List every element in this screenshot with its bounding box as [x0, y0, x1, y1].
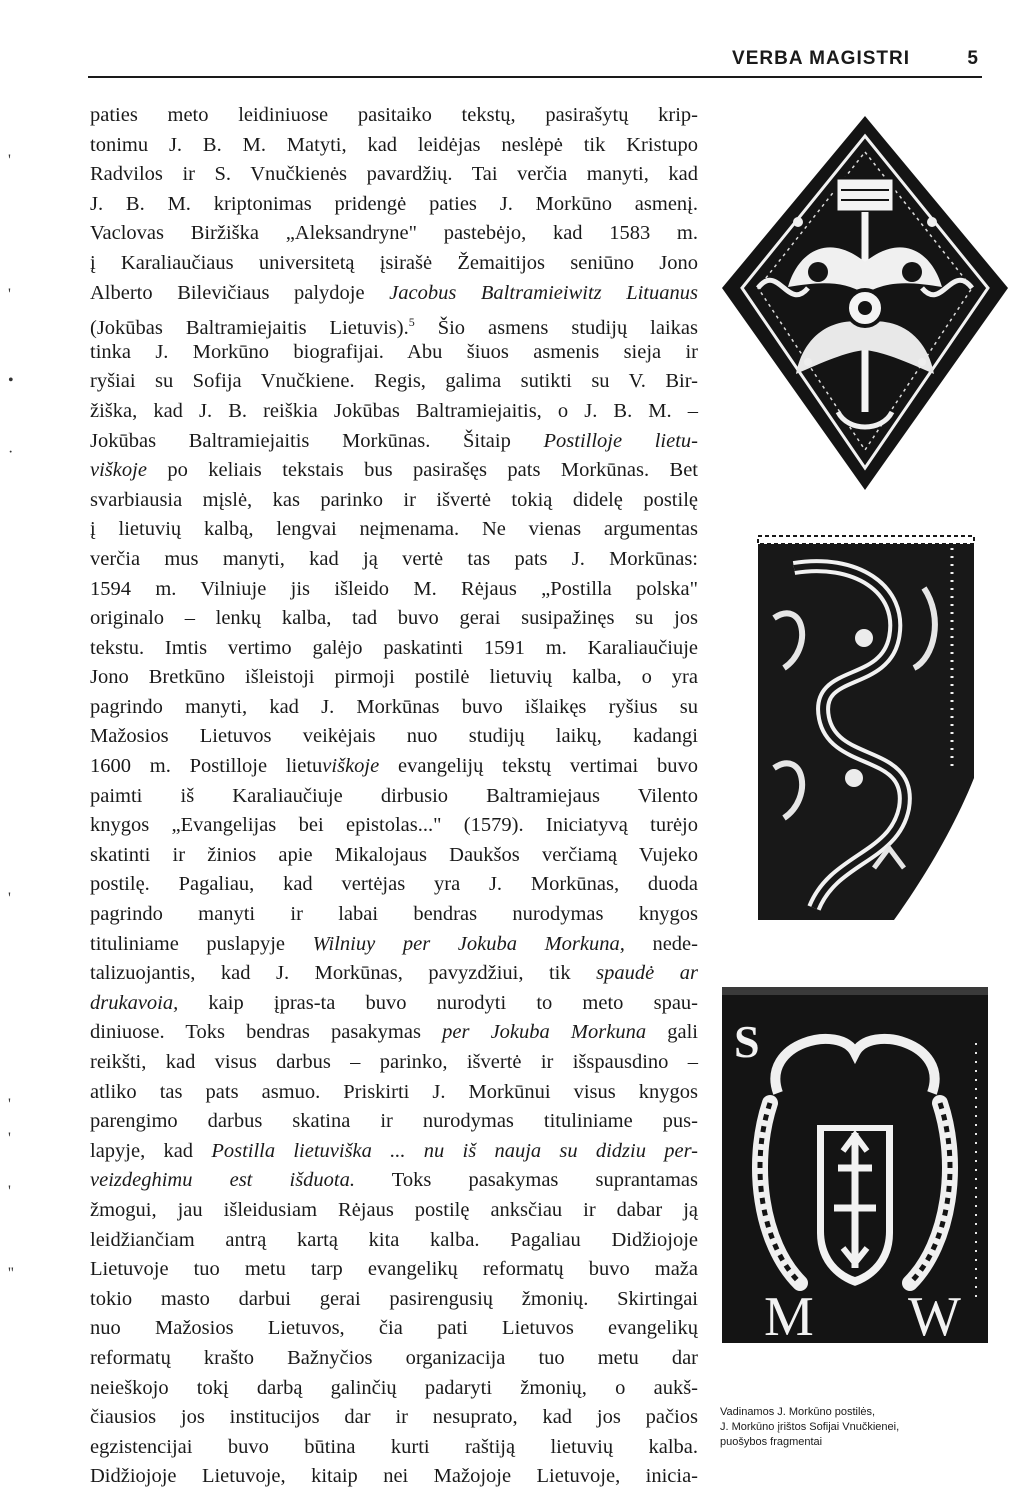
text-line: J. B. M. kriptonimas pridengė paties J. Morkūno asmenį.	[90, 192, 698, 215]
text-line: parengimo darbus skatina ir nurodymas tituliniame pus-	[90, 1110, 698, 1133]
text-line: Lietuvoje tuo metu tarp evangelikų reformatų buvo maža	[90, 1258, 698, 1281]
strapwork-ornament-icon	[754, 528, 978, 925]
page-number: 5	[967, 48, 978, 69]
header-rule	[88, 76, 982, 78]
text-line: viškoje po keliais tekstais bus pasirašęs pats Morkūnas. Bet	[90, 459, 698, 482]
text-line: tonimu J. B. M. Matyti, kad leidėjas neslėpė tik Kristupo	[90, 133, 698, 156]
body-text	[90, 101, 698, 1492]
margin-mark: '	[8, 890, 11, 907]
text-line: drukavoia, kaip įpras-ta buvo nurodyti to meto spau-	[90, 991, 698, 1014]
text-line: paties meto leidiniuose pasitaiko tekstų, pasirašytų krip-	[90, 104, 698, 126]
text-line: postilę. Pagaliau, kad vertėjas yra J. Morkūnas, duoda	[90, 873, 698, 896]
caption-line: puošybos fragmentai	[720, 1436, 823, 1448]
text-line: Jokūbas Baltramiejaitis Morkūnas. Šitaip Postilloje lietu-	[90, 429, 699, 452]
margin-mark: ''	[8, 1265, 14, 1282]
margin-mark: '	[8, 1183, 11, 1200]
text-line: neieškojo tokį darbą galinčių padaryti žmonių, o aukš-	[90, 1376, 698, 1399]
text-line: į Karaliaučiaus universitetą įsirašė Žemaitijos seniūno Jono	[90, 251, 698, 274]
text-line: svarbiausia mįslė, kas parinko ir išvertė tokią didelę postilę	[90, 488, 698, 511]
text-line: verčia mus manyti, kad ją vertė tas pats J. Morkūnas:	[90, 547, 698, 570]
floral-diamond-icon	[718, 112, 1012, 494]
text-line: tekstu. Imtis vertimo galėjo paskatinti 1591 m. Karaliaučiuje	[90, 636, 698, 659]
text-line: pagrindo manyti, kad J. Morkūnas buvo išlaikęs ryšius su	[90, 695, 698, 718]
plate-letter-m: M	[764, 1286, 814, 1346]
text-line: reformatų krašto Bažnyčios organizacija tuo metu dar	[90, 1346, 698, 1369]
caption-line: Vadinamos J. Morkūno postilės,	[720, 1406, 876, 1418]
text-line: Mažosios Lietuvos veikėjais nuo studijų laikų, kadangi	[90, 725, 698, 748]
text-line: žiška, kad J. B. reiškia Jokūbas Baltramiejaitis, o J. B. M. –	[90, 399, 698, 422]
text-line: nuo Mažosios Lietuvos, čia pati Lietuvos evangelikų	[90, 1317, 698, 1340]
text-line: Vaclovas Biržiška „Aleksandryne" pastebėjo, kad 1583 m.	[90, 222, 698, 245]
text-line: žmogui, jau išleidusiam Rėjaus postilę anksčiau ir dabar ją	[90, 1198, 698, 1221]
text-line: reikšti, kad visus darbus – parinko, išvertė ir išspausdino –	[90, 1051, 698, 1073]
text-line: Didžiojoje Lietuvoje, kitaip nei Mažojoje Lietuvoje, inicia-	[90, 1465, 698, 1488]
text-line: Jono Bretkūno išleistoji pirmoji postilė lietuvių kalba, o yra	[90, 666, 698, 689]
running-header	[88, 44, 982, 80]
caption-line: J. Morkūno įrištos Sofijai Vnučkienei,	[720, 1421, 900, 1433]
plate-letter-w: W	[908, 1286, 961, 1346]
margin-mark: '	[8, 1096, 11, 1113]
text-line: ryšiai su Sofija Vnučkiene. Regis, galima sutikti su V. Bir-	[90, 370, 698, 393]
plate-letter-s: S	[734, 1016, 760, 1067]
text-line: atliko tas pats asmuo. Priskirti J. Morkūnui visus knygos	[90, 1080, 698, 1103]
text-line: diniuose. Toks bendras pasakymas per Jokuba Morkuna gali	[90, 1021, 698, 1044]
text-line: 1600 m. Postilloje lietuviškoje evangelijų tekstų vertimai buvo	[90, 755, 698, 778]
text-line: (Jokūbas Baltramiejaitis Lietuvis).$^5$ Šio asmens studijų laikas	[90, 315, 698, 339]
ornament-diamond-figure	[718, 112, 1012, 494]
text-line: tinka J. Morkūno biografijai. Abu šiuos asmenis sieja ir	[90, 340, 698, 363]
margin-mark: '	[8, 152, 11, 169]
text-line: tokio masto darbui gerai pasirengusių žmonių. Skirtingai	[90, 1287, 698, 1310]
heraldic-plate-figure	[720, 983, 990, 1346]
text-line: egzistencijai buvo būtina kurti raštiją lietuvių kalba.	[90, 1435, 698, 1458]
margin-mark: •	[8, 372, 14, 389]
text-line: tituliniame puslapyje Wilniuy per Jokuba Morkuna, nede-	[90, 932, 698, 955]
text-line: pagrindo manyti ir labai bendras nurodymas knygos	[90, 903, 698, 926]
margin-mark: ·	[8, 444, 14, 461]
margin-mark: '	[8, 286, 11, 303]
text-line: lapyje, kad Postilla lietuviška ... nu iš nauja su didziu per-	[90, 1139, 698, 1162]
coat-of-arms-icon	[720, 983, 990, 1346]
text-line: Alberto Bilevičiaus palydoje Jacobus Baltramieiwitz Lituanus	[90, 281, 698, 304]
text-line: čiausios jos institucijos dar ir nesuprato, kad jos pačios	[90, 1406, 698, 1429]
text-line: Radvilos ir S. Vnučkienės pavardžių. Tai verčia manyti, kad	[90, 163, 698, 186]
text-line: paimti iš Karaliaučiuje dirbusio Baltramiejaus Vilento	[90, 784, 698, 807]
section-title: VERBA MAGISTRI	[732, 48, 910, 69]
ornament-strapwork-figure	[754, 528, 978, 925]
text-line: knygos „Evangelijas bei epistolas..." (1579). Iniciatyvą turėjo	[90, 814, 698, 837]
text-line: talizuojantis, kad J. Morkūnas, pavyzdžiui, tik spaudė ar	[90, 962, 699, 985]
text-line: 1594 m. Vilniuje jis išleido M. Rėjaus „Postilla polska"	[90, 577, 698, 600]
text-line: leidžiančiam antrą kartą kita kalba. Pagaliau Didžiojoje	[90, 1228, 698, 1251]
margin-mark: '	[8, 1130, 11, 1147]
text-line: originalo – lenkų kalba, tad buvo gerai susipažinęs su jos	[90, 607, 698, 630]
text-line: skatinti ir žinios apie Mikalojaus Daukšos verčiamą Vujeko	[90, 843, 698, 866]
figure-caption	[720, 1405, 990, 1450]
text-line: veizdeghimu est išduota. Toks pasakymas suprantamas	[90, 1169, 698, 1192]
text-line: į lietuvių kalbą, lengvai neįmenama. Ne vienas argumentas	[90, 518, 698, 541]
